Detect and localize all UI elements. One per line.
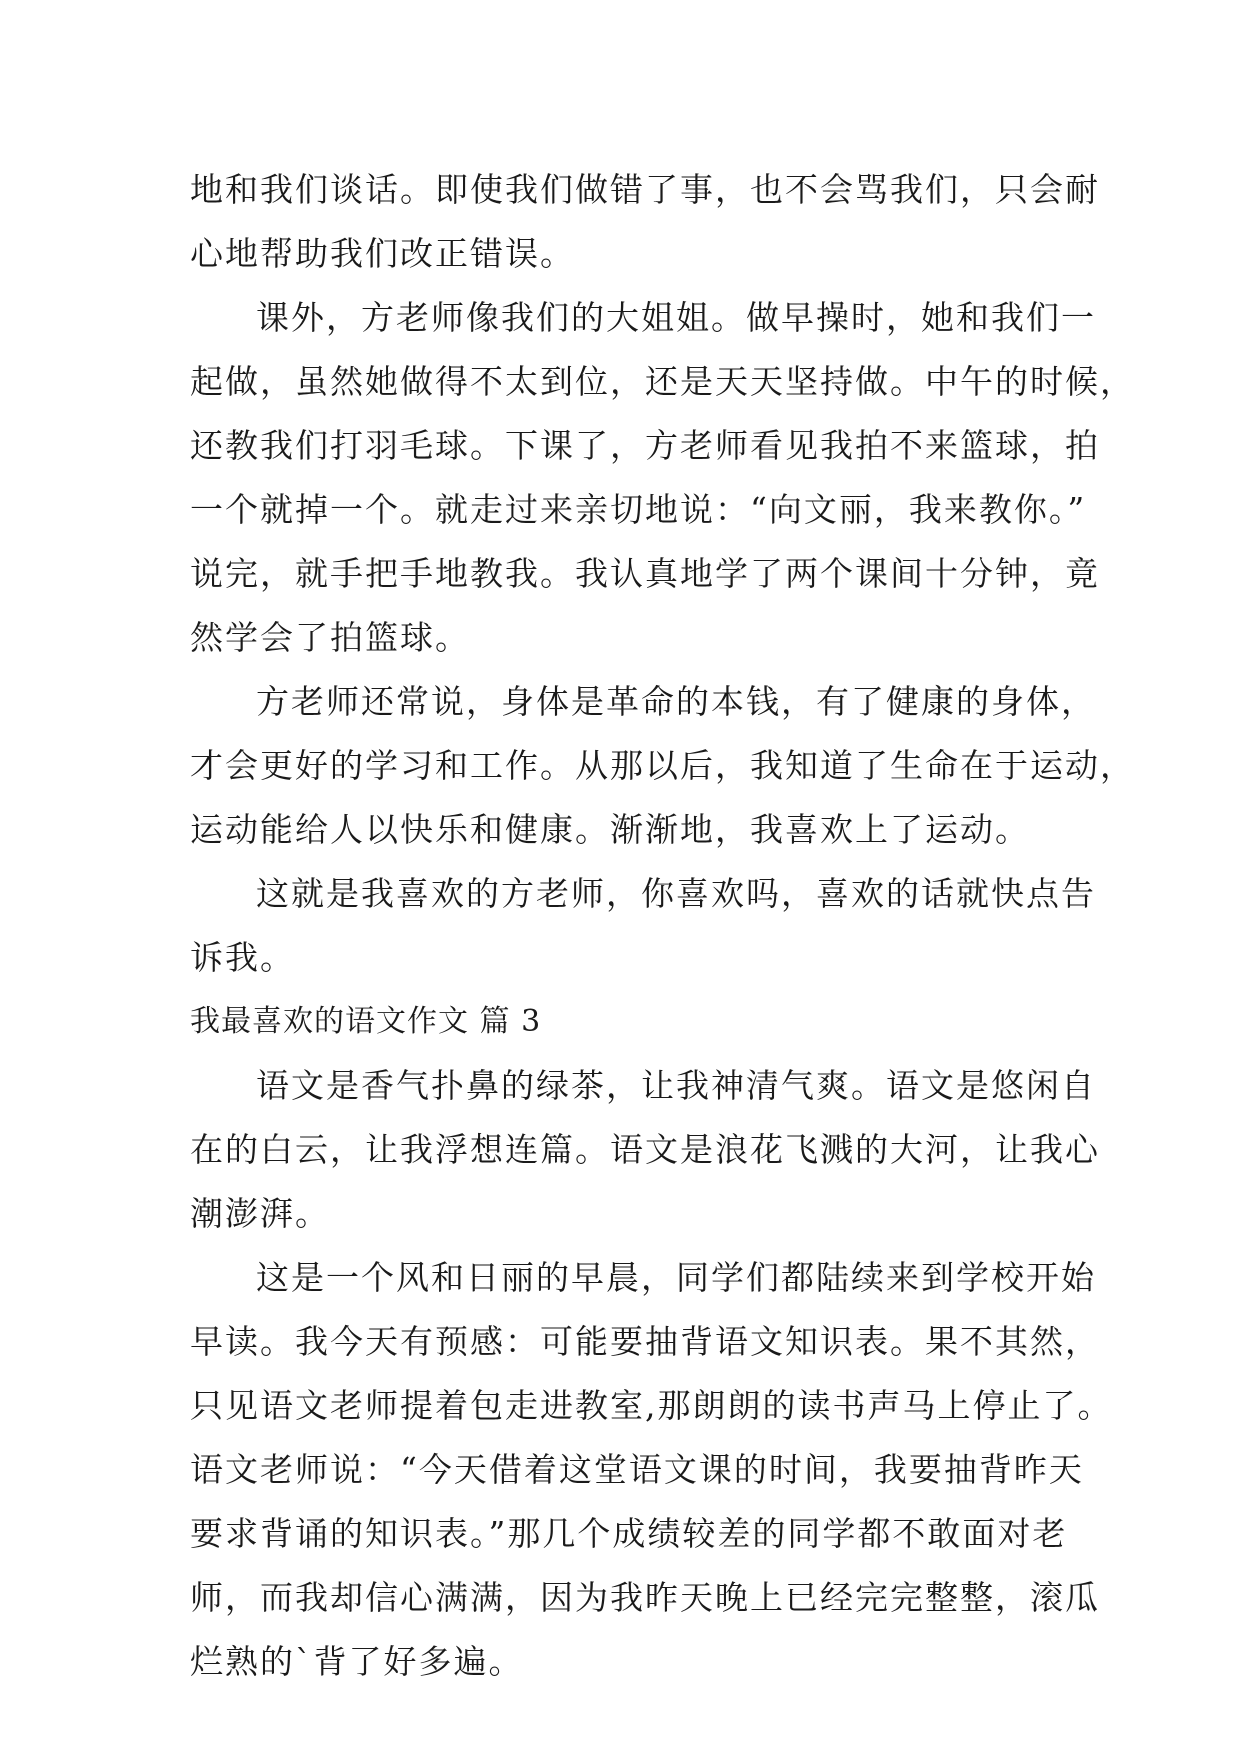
text-line: 诉我。 bbox=[190, 938, 295, 977]
text-line: 地和我们谈话。即使我们做错了事，也不会骂我们，只会耐 bbox=[190, 170, 1100, 209]
section-heading: 我最喜欢的语文作文 篇 3 bbox=[190, 1004, 542, 1039]
text-line: 烂熟的`背了好多遍。 bbox=[190, 1642, 524, 1681]
text-line: 师，而我却信心满满，因为我昨天晚上已经完完整整，滚瓜 bbox=[190, 1578, 1100, 1617]
text-line: 然学会了拍篮球。 bbox=[190, 618, 470, 657]
text-line: 潮澎湃。 bbox=[190, 1194, 330, 1233]
text-line: 运动能给人以快乐和健康。渐渐地，我喜欢上了运动。 bbox=[190, 810, 1030, 849]
text-line: 要求背诵的知识表。”那几个成绩较差的同学都不敢面对老 bbox=[190, 1514, 1068, 1553]
text-line: 起做，虽然她做得不太到位，还是天天坚持做。中午的时候， bbox=[190, 362, 1135, 401]
text-line: 只见语文老师提着包走进教室,那朗朗的读书声马上停止了。 bbox=[190, 1386, 1113, 1425]
document-page bbox=[190, 158, 1135, 1694]
paragraph-start-line: 课外，方老师像我们的大姐姐。做早操时，她和我们一 bbox=[256, 298, 1096, 337]
paragraph-start-line: 语文是香气扑鼻的绿茶，让我神清气爽。语文是悠闲自 bbox=[256, 1066, 1096, 1105]
text-line: 心地帮助我们改正错误。 bbox=[190, 234, 575, 273]
text-line: 一个就掉一个。就走过来亲切地说：“向文丽，我来教你。” bbox=[190, 490, 1087, 529]
text-line: 说完，就手把手地教我。我认真地学了两个课间十分钟，竟 bbox=[190, 554, 1100, 593]
text-line: 早读。我今天有预感：可能要抽背语文知识表。果不其然， bbox=[190, 1322, 1100, 1361]
text-line: 才会更好的学习和工作。从那以后，我知道了生命在于运动， bbox=[190, 746, 1135, 785]
paragraph-start-line: 这是一个风和日丽的早晨，同学们都陆续来到学校开始 bbox=[256, 1258, 1096, 1297]
text-line: 在的白云，让我浮想连篇。语文是浪花飞溅的大河，让我心 bbox=[190, 1130, 1100, 1169]
text-line: 还教我们打羽毛球。下课了，方老师看见我拍不来篮球，拍 bbox=[190, 426, 1100, 465]
text-line: 语文老师说：“今天借着这堂语文课的时间，我要抽背昨天 bbox=[190, 1450, 1084, 1489]
paragraph-start-line: 方老师还常说，身体是革命的本钱，有了健康的身体， bbox=[256, 682, 1096, 721]
paragraph-start-line: 这就是我喜欢的方老师，你喜欢吗，喜欢的话就快点告 bbox=[256, 874, 1096, 913]
